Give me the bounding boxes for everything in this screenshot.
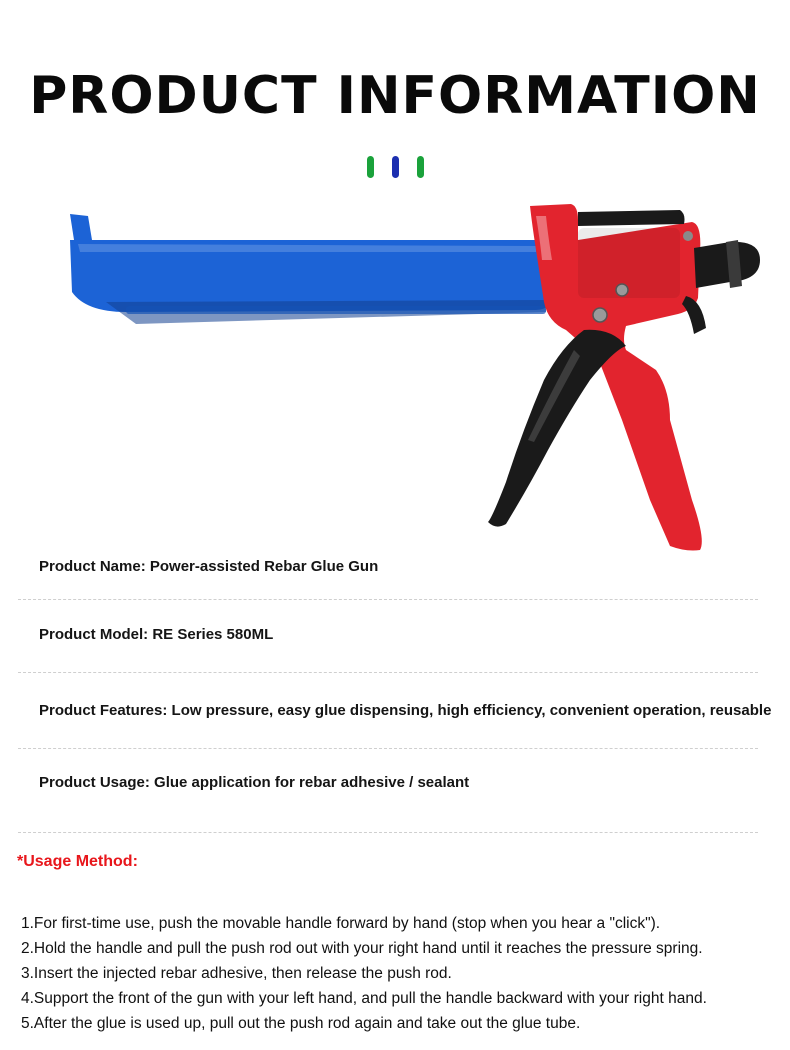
usage-steps-list (21, 911, 707, 1036)
accent-dots (367, 156, 424, 178)
caulking-gun-image (66, 200, 766, 560)
usage-step: 5.After the glue is used up, pull out the push rod again and take out the glue tube. (21, 1015, 581, 1032)
page-title: PRODUCT INFORMATION (29, 66, 761, 126)
usage-method-heading: *Usage Method: (17, 853, 138, 870)
spec-value: RE Series 580ML (152, 626, 274, 643)
spec-value: Power-assisted Rebar Glue Gun (149, 558, 379, 575)
usage-step: 4.Support the front of the gun with your left hand, and pull the handle backward with your right hand. (21, 990, 707, 1007)
spec-product-model (39, 626, 273, 643)
spec-label: Product Features: (39, 702, 168, 719)
usage-step: 3.Insert the injected rebar adhesive, then release the push rod. (21, 965, 452, 982)
spec-product-name (39, 558, 378, 575)
usage-step: 1.For first-time use, push the movable handle forward by hand (stop when you hear a "click"). (21, 915, 661, 932)
accent-dot (367, 156, 374, 178)
divider (18, 672, 758, 673)
spec-product-features (39, 702, 771, 719)
spec-product-usage (39, 774, 469, 791)
spec-label: Product Model: (39, 626, 149, 643)
divider (18, 832, 758, 833)
usage-step: 2.Hold the handle and pull the push rod out with your right hand until it reaches the pressure spring. (21, 940, 703, 957)
divider (18, 748, 758, 749)
spec-value: Glue application for rebar adhesive / sealant (154, 774, 470, 791)
spec-value: Low pressure, easy glue dispensing, high efficiency, convenient operation, reusable (171, 702, 772, 719)
spec-label: Product Usage: (39, 774, 150, 791)
spec-label: Product Name: (39, 558, 146, 575)
accent-dot (392, 156, 399, 178)
gun-barrel (70, 214, 554, 324)
divider (18, 599, 758, 600)
accent-dot (417, 156, 424, 178)
